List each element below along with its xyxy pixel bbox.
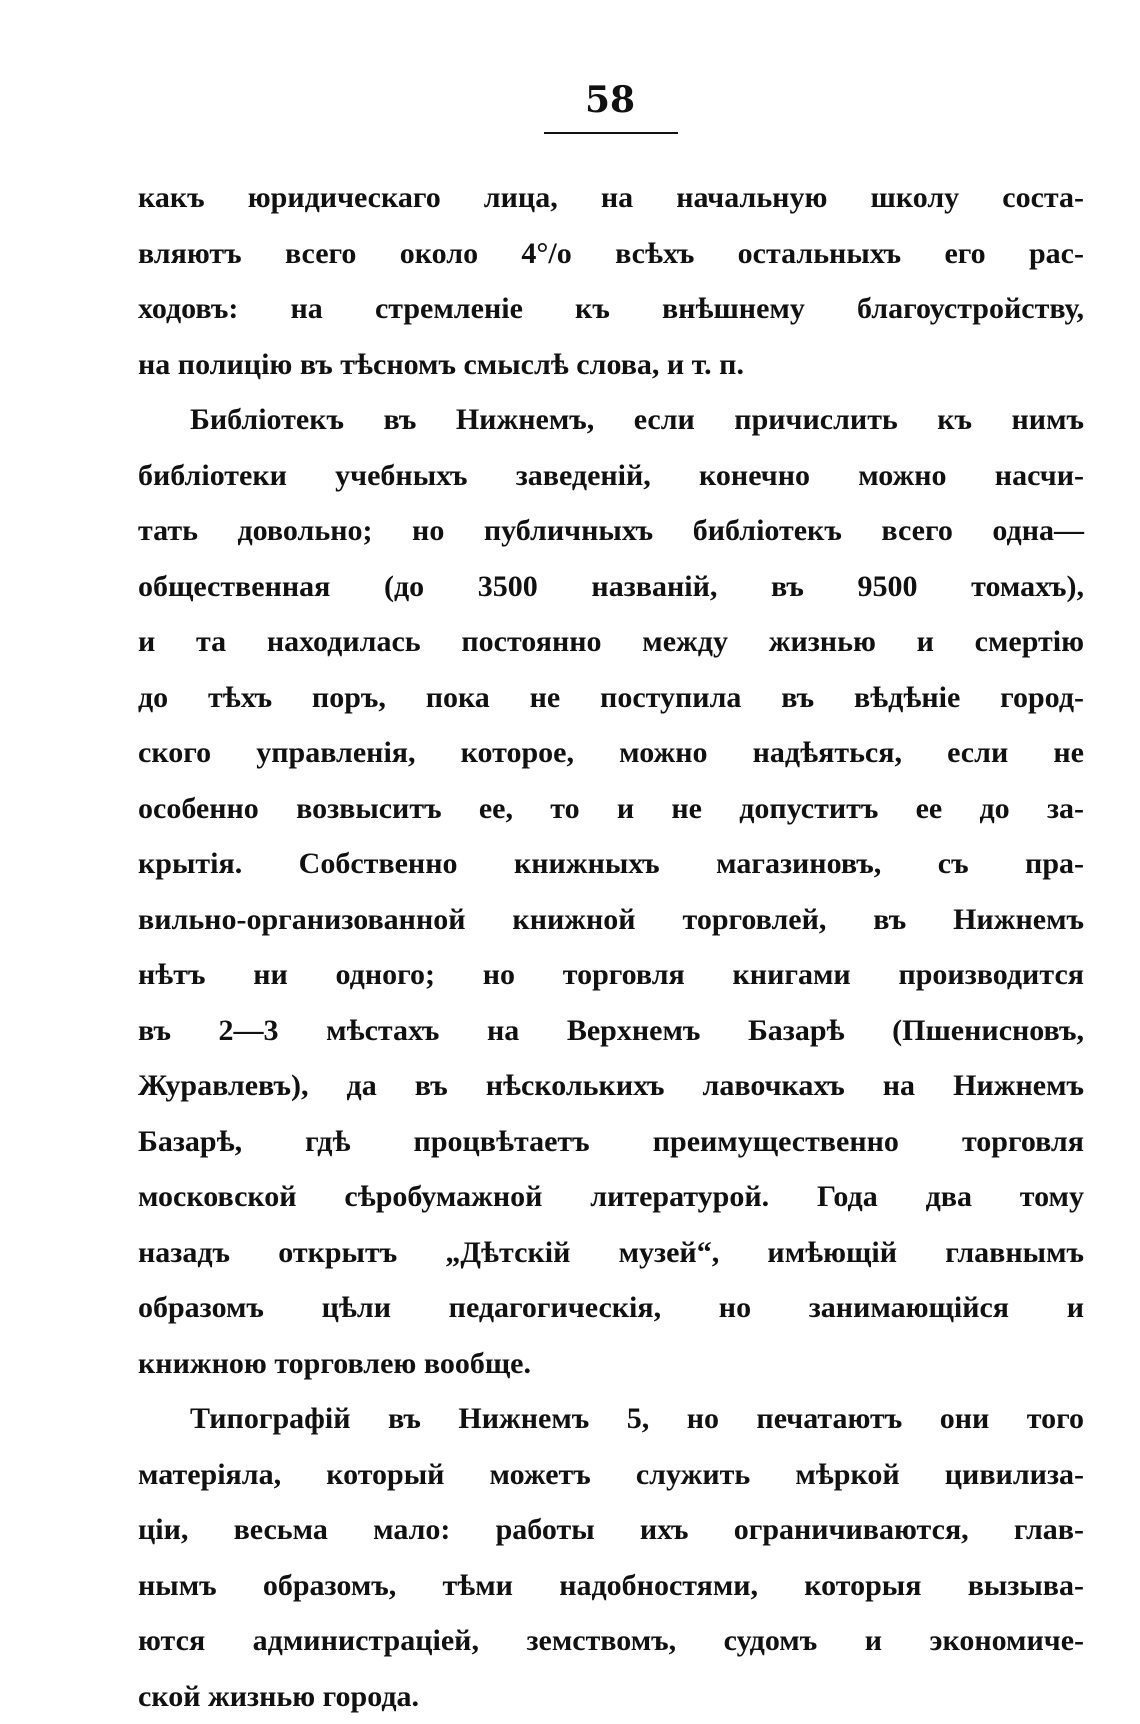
paragraph-2 bbox=[138, 392, 1084, 1391]
text-line: Библіотекъ въ Нижнемъ, если причислить къ нимъ bbox=[138, 392, 1084, 448]
text-line: ціи, весьма мало: работы ихъ ограничиваются, глав- bbox=[138, 1502, 1084, 1558]
text-line: и та находилась постоянно между жизнью и смертію bbox=[138, 614, 1084, 670]
text-line: до тѣхъ поръ, пока не поступила въ вѣдѣніе город- bbox=[138, 670, 1084, 726]
paragraph-3 bbox=[138, 1391, 1084, 1724]
paragraph-1 bbox=[138, 170, 1084, 392]
text-line: ского управленія, которое, можно надѣяться, если не bbox=[138, 725, 1084, 781]
text-line: Журавлевъ), да въ нѣсколькихъ лавочкахъ на Нижнемъ bbox=[138, 1058, 1084, 1114]
text-line: вильно-организованной книжной торговлей, въ Нижнемъ bbox=[138, 892, 1084, 948]
text-line: московской сѣробумажной литературой. Года два тому bbox=[138, 1169, 1084, 1225]
text-line: крытія. Собственно книжныхъ магазиновъ, съ пра- bbox=[138, 836, 1084, 892]
text-line: матеріяла, который можетъ служить мѣркой цивилиза- bbox=[138, 1447, 1084, 1503]
text-line: нымъ образомъ, тѣми надобностями, которыя вызыва- bbox=[138, 1558, 1084, 1614]
text-line: какъ юридическаго лица, на начальную школу соста- bbox=[138, 170, 1084, 226]
text-line: книжною торговлею вообще. bbox=[138, 1336, 1084, 1392]
text-line: ской жизнью города. bbox=[138, 1669, 1084, 1724]
page-number: 58 bbox=[0, 78, 1140, 122]
text-line: общественная (до 3500 названій, въ 9500 томахъ), bbox=[138, 559, 1084, 615]
text-line: Типографій въ Нижнемъ 5, но печатаютъ они того bbox=[138, 1391, 1084, 1447]
text-line: Базарѣ, гдѣ процвѣтаетъ преимущественно торговля bbox=[138, 1114, 1084, 1170]
text-line: ходовъ: на стремленіе къ внѣшнему благоустройству, bbox=[138, 281, 1084, 337]
text-line: ются администраціей, земствомъ, судомъ и экономиче- bbox=[138, 1613, 1084, 1669]
text-line: въ 2—3 мѣстахъ на Верхнемъ Базарѣ (Пшенисновъ, bbox=[138, 1003, 1084, 1059]
text-line: тать довольно; но публичныхъ библіотекъ всего одна— bbox=[138, 503, 1084, 559]
text-line: назадъ открытъ „Дѣтскій музей“, имѣющій главнымъ bbox=[138, 1225, 1084, 1281]
header-rule bbox=[544, 132, 678, 134]
text-line: образомъ цѣли педагогическія, но занимающійся и bbox=[138, 1280, 1084, 1336]
body-text bbox=[138, 170, 1084, 1724]
text-line: библіотеки учебныхъ заведеній, конечно можно насчи- bbox=[138, 448, 1084, 504]
text-line: вляютъ всего около 4°/o всѣхъ остальныхъ его рас- bbox=[138, 226, 1084, 282]
text-line: особенно возвыситъ ее, то и не допуститъ ее до за- bbox=[138, 781, 1084, 837]
text-line: нѣтъ ни одного; но торговля книгами производится bbox=[138, 947, 1084, 1003]
text-line: на полицію въ тѣсномъ смыслѣ слова, и т. п. bbox=[138, 337, 1084, 393]
